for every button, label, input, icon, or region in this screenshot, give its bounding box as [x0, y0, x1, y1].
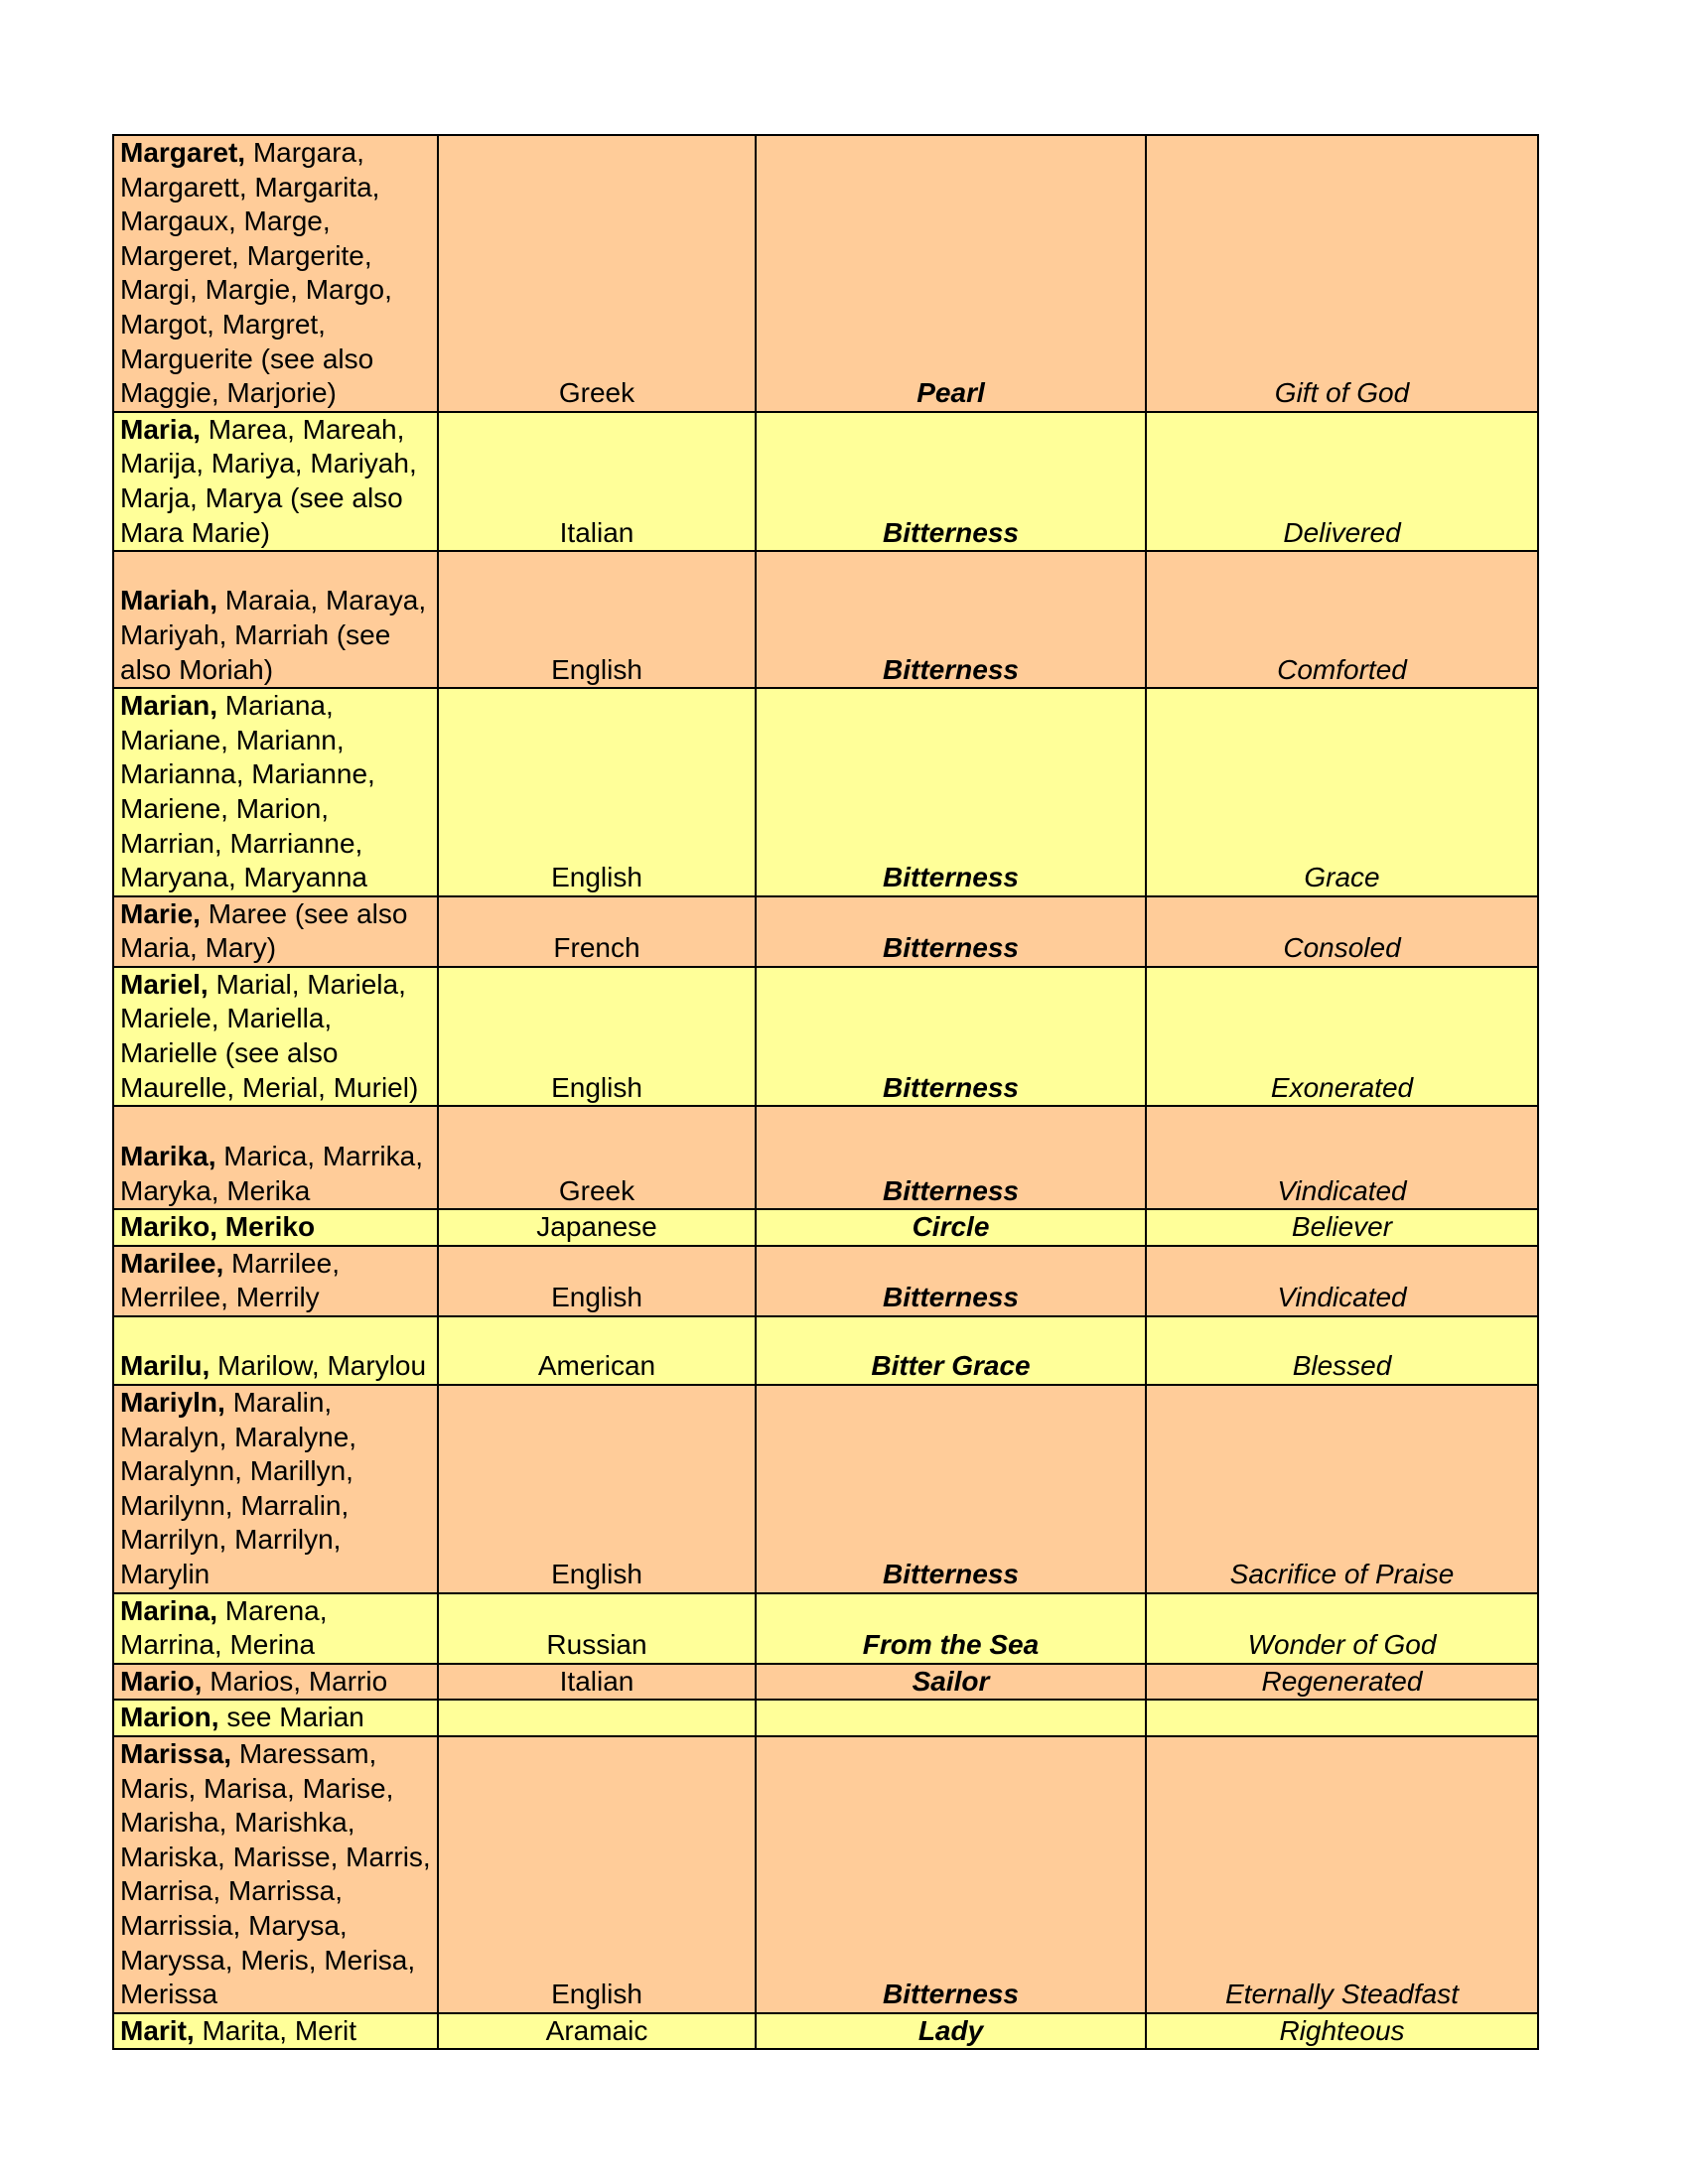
- primary-name: Margaret,: [120, 137, 246, 168]
- meaning-cell: Bitterness: [756, 1106, 1146, 1209]
- table-row: [113, 1209, 1538, 1246]
- name-variants: Marea, Mareah, Marija, Mariya, Mariyah, Marja, Marya (see also Mara Marie): [120, 413, 417, 548]
- primary-name: Marie,: [120, 897, 201, 929]
- table-row: [113, 551, 1538, 688]
- name-cell: [113, 135, 438, 412]
- table-row: [113, 1664, 1538, 1701]
- name-cell: [113, 896, 438, 967]
- primary-name: Mario,: [120, 1665, 203, 1697]
- table-row: [113, 412, 1538, 551]
- name-cell: [113, 2013, 438, 2050]
- origin-cell: English: [438, 967, 756, 1106]
- name-variants: Maressam, Maris, Marisa, Marise, Marisha, Marishka, Mariska, Marisse, Marris, Marrisa, Marrissa, Marrissia, Marysa, Maryssa, Meris, Merisa, Merissa: [120, 1737, 431, 2010]
- origin-cell: English: [438, 1385, 756, 1593]
- name-cell: [113, 412, 438, 551]
- meaning-cell: Sailor: [756, 1664, 1146, 1701]
- table-row: [113, 2013, 1538, 2050]
- primary-name: Marilu,: [120, 1350, 211, 1382]
- table-row: [113, 135, 1538, 412]
- spiritual-meaning-cell: Righteous: [1146, 2013, 1538, 2050]
- spiritual-meaning-cell: Grace: [1146, 688, 1538, 896]
- name-cell: [113, 1246, 438, 1316]
- primary-name: Marissa,: [120, 1737, 232, 1769]
- name-variants: Mariana, Mariane, Mariann, Marianna, Marianne, Mariene, Marion, Marrian, Marrianne, Maryana, Maryanna: [120, 690, 375, 893]
- name-cell: [113, 688, 438, 896]
- name-variants: Maree (see also Maria, Mary): [120, 897, 408, 964]
- origin-cell: English: [438, 551, 756, 688]
- name-cell: [113, 1593, 438, 1664]
- name-cell: [113, 1664, 438, 1701]
- spiritual-meaning-cell: Consoled: [1146, 896, 1538, 967]
- meaning-cell: Lady: [756, 2013, 1146, 2050]
- meaning-cell: Bitterness: [756, 551, 1146, 688]
- spiritual-meaning-cell: Comforted: [1146, 551, 1538, 688]
- meaning-cell: Bitter Grace: [756, 1316, 1146, 1385]
- name-cell: [113, 1106, 438, 1209]
- table-row: [113, 1316, 1538, 1385]
- name-variants: Marena, Marrina, Merina: [120, 1594, 328, 1661]
- primary-name: Marian,: [120, 690, 218, 722]
- name-cell: [113, 551, 438, 688]
- meaning-cell: Bitterness: [756, 412, 1146, 551]
- name-variants: Marilow, Marylou: [210, 1350, 427, 1382]
- name-cell: [113, 1700, 438, 1736]
- spiritual-meaning-cell: Delivered: [1146, 412, 1538, 551]
- primary-name: Mariyln,: [120, 1387, 225, 1419]
- name-cell: [113, 1316, 438, 1385]
- table-row: [113, 1246, 1538, 1316]
- name-variants: Marrilee, Merrilee, Merrily: [120, 1247, 340, 1313]
- spiritual-meaning-cell: Vindicated: [1146, 1246, 1538, 1316]
- spiritual-meaning-cell: [1146, 1700, 1538, 1736]
- origin-cell: American: [438, 1316, 756, 1385]
- table-row: [113, 896, 1538, 967]
- table-row: [113, 688, 1538, 896]
- name-variants: Maraia, Maraya, Mariyah, Marriah (see also Moriah): [120, 585, 427, 685]
- name-variants: Margara, Margarett, Margarita, Margaux, Marge, Margeret, Margerite, Margi, Margie, Margo, Margot, Margret, Marguerite (see also Maggie, Marjorie): [120, 137, 392, 409]
- meaning-cell: From the Sea: [756, 1593, 1146, 1664]
- origin-cell: English: [438, 1736, 756, 2013]
- spiritual-meaning-cell: Exonerated: [1146, 967, 1538, 1106]
- spiritual-meaning-cell: Gift of God: [1146, 135, 1538, 412]
- primary-name: Marina,: [120, 1594, 218, 1626]
- origin-cell: Greek: [438, 1106, 756, 1209]
- origin-cell: Greek: [438, 135, 756, 412]
- primary-name: Marion,: [120, 1702, 219, 1733]
- spiritual-meaning-cell: Eternally Steadfast: [1146, 1736, 1538, 2013]
- origin-cell: English: [438, 688, 756, 896]
- name-cell: [113, 1209, 438, 1246]
- primary-name: Mariah,: [120, 585, 218, 616]
- origin-cell: Italian: [438, 412, 756, 551]
- origin-cell: English: [438, 1246, 756, 1316]
- primary-name: Mariel,: [120, 968, 209, 1000]
- origin-cell: Italian: [438, 1664, 756, 1701]
- name-variants: see Marian: [218, 1702, 364, 1733]
- spiritual-meaning-cell: Vindicated: [1146, 1106, 1538, 1209]
- meaning-cell: [756, 1700, 1146, 1736]
- table-row: [113, 1106, 1538, 1209]
- meaning-cell: Bitterness: [756, 1246, 1146, 1316]
- origin-cell: Russian: [438, 1593, 756, 1664]
- meaning-cell: Circle: [756, 1209, 1146, 1246]
- meaning-cell: Bitterness: [756, 967, 1146, 1106]
- spiritual-meaning-cell: Sacrifice of Praise: [1146, 1385, 1538, 1593]
- origin-cell: French: [438, 896, 756, 967]
- primary-name: Marilee,: [120, 1247, 224, 1279]
- meaning-cell: Bitterness: [756, 1736, 1146, 2013]
- spiritual-meaning-cell: Regenerated: [1146, 1664, 1538, 1701]
- meaning-cell: Pearl: [756, 135, 1146, 412]
- primary-name: Maria,: [120, 413, 201, 445]
- name-variants: Marica, Marrika, Maryka, Merika: [120, 1141, 423, 1206]
- table-row: [113, 1736, 1538, 2013]
- name-cell: [113, 1736, 438, 2013]
- table-row: [113, 967, 1538, 1106]
- name-variants: Marios, Marrio: [202, 1665, 388, 1697]
- table-row: [113, 1593, 1538, 1664]
- name-cell: [113, 1385, 438, 1593]
- name-variants: Marial, Mariela, Mariele, Mariella, Marielle (see also Maurelle, Merial, Muriel): [120, 968, 419, 1103]
- meaning-cell: Bitterness: [756, 896, 1146, 967]
- meaning-cell: Bitterness: [756, 688, 1146, 896]
- origin-cell: [438, 1700, 756, 1736]
- primary-name: Marit,: [120, 2014, 195, 2046]
- table-row: [113, 1385, 1538, 1593]
- name-variants: Marita, Merit: [194, 2014, 357, 2046]
- origin-cell: Aramaic: [438, 2013, 756, 2050]
- name-variants: Maralin, Maralyn, Maralyne, Maralynn, Marillyn, Marilynn, Marralin, Marrilyn, Marrilyn, Marylin: [120, 1387, 357, 1589]
- spiritual-meaning-cell: Believer: [1146, 1209, 1538, 1246]
- primary-name: Marika,: [120, 1141, 216, 1172]
- primary-name: Mariko, Meriko: [120, 1211, 316, 1243]
- meaning-cell: Bitterness: [756, 1385, 1146, 1593]
- spiritual-meaning-cell: Blessed: [1146, 1316, 1538, 1385]
- origin-cell: Japanese: [438, 1209, 756, 1246]
- table-row: [113, 1700, 1538, 1736]
- names-table: [112, 134, 1539, 2050]
- name-cell: [113, 967, 438, 1106]
- spiritual-meaning-cell: Wonder of God: [1146, 1593, 1538, 1664]
